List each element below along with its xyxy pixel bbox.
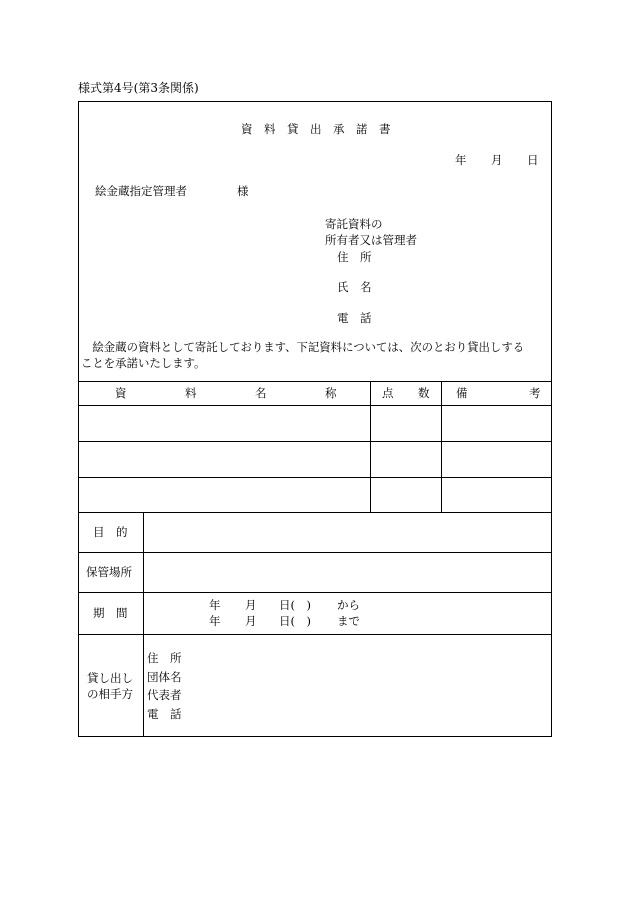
table-row-line: [79, 477, 551, 478]
period-label: 期 間: [93, 606, 128, 620]
owner-phone-label: 電 話: [337, 311, 372, 325]
header-material-char: 資: [115, 386, 127, 400]
title-char: 料: [264, 122, 276, 136]
owner-name-label: 氏 名: [337, 280, 372, 294]
table-top-line: [79, 381, 551, 382]
borrower-field-representative: 代表者: [147, 688, 182, 702]
period-to-suffix: まで: [337, 614, 360, 628]
header-count-char: 数: [418, 386, 430, 400]
table-row-line: [79, 441, 551, 442]
header-material-char: 称: [325, 386, 337, 400]
header-remarks-char: 備: [456, 386, 468, 400]
borrower-label-line2: の相手方: [87, 687, 133, 701]
storage-label: 保管場所: [86, 565, 132, 579]
borrower-field-organization: 団体名: [147, 670, 182, 684]
title-char: 諾: [356, 122, 368, 136]
period-from-month: 月: [245, 598, 257, 612]
borrower-field-phone: 電 話: [147, 707, 182, 721]
purpose-label: 目 的: [93, 525, 128, 539]
title-char: 承: [333, 122, 345, 136]
table-col-line: [441, 381, 442, 512]
form-box: [78, 101, 552, 737]
date-month: 月: [491, 153, 503, 167]
table-col-line: [370, 381, 371, 512]
title-char: 貸: [287, 122, 299, 136]
title-char: 資: [241, 122, 253, 136]
period-from-year: 年: [209, 598, 221, 612]
period-to-month: 月: [245, 614, 257, 628]
addressee-name: 絵金蔵指定管理者: [95, 184, 187, 198]
header-remarks-char: 考: [529, 386, 541, 400]
label-col-line: [143, 512, 144, 736]
owner-line2: 所有者又は管理者: [325, 233, 417, 247]
borrower-field-address: 住 所: [147, 651, 182, 665]
period-to-day: 日( ): [279, 614, 311, 628]
period-from-suffix: から: [337, 598, 360, 612]
date-year: 年: [455, 153, 467, 167]
table-bottom-line: [79, 512, 551, 513]
owner-line1: 寄託資料の: [325, 217, 383, 231]
header-material-char: 名: [255, 386, 267, 400]
table-header-line: [79, 405, 551, 406]
title-char: 出: [310, 122, 322, 136]
period-row-line: [79, 634, 551, 635]
title-char: 書: [379, 122, 391, 136]
body-text-line1: 絵金蔵の資料として寄託しております、下記資料については、次のとおり貸出しする: [81, 340, 525, 354]
borrower-label-line1: 貸し出し: [87, 671, 133, 685]
date-day: 日: [527, 153, 539, 167]
period-from-day: 日( ): [279, 598, 311, 612]
storage-row-line: [79, 592, 551, 593]
addressee-honorific: 様: [237, 184, 249, 198]
header-material-char: 料: [185, 386, 197, 400]
purpose-row-line: [79, 552, 551, 553]
period-to-year: 年: [209, 614, 221, 628]
owner-address-label: 住 所: [337, 250, 372, 264]
form-number-label: 様式第4号(第3条関係): [78, 81, 199, 95]
header-count-char: 点: [382, 386, 394, 400]
body-text-line2: ことを承諾いたします。: [81, 356, 206, 370]
